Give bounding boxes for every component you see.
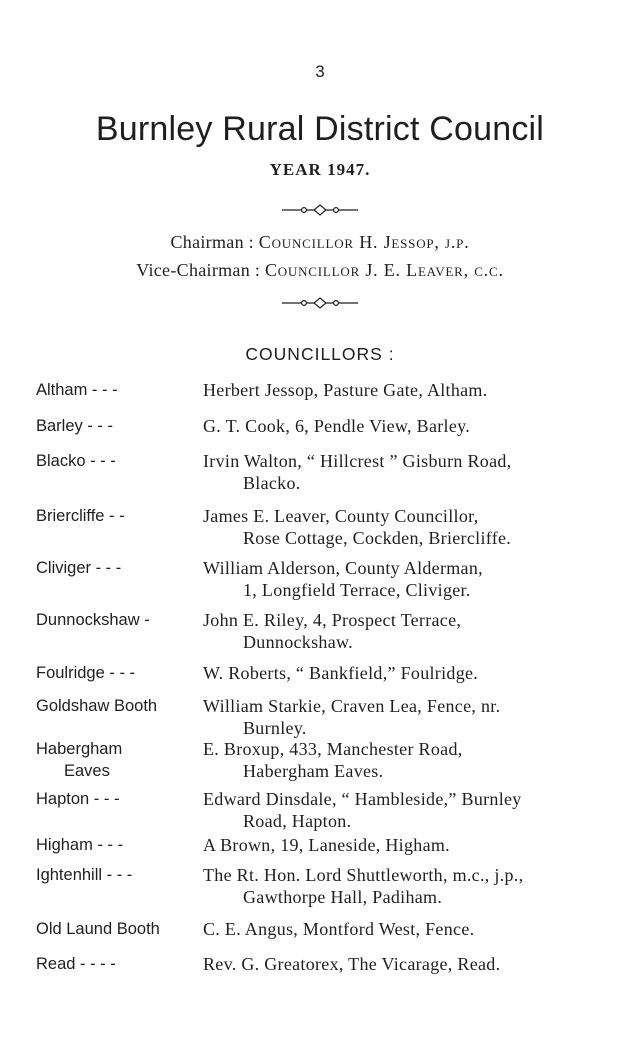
page-number: 3 bbox=[315, 62, 325, 81]
year-heading: YEAR 1947. bbox=[269, 160, 371, 179]
councillor-details: John E. Riley, 4, Prospect Terrace, Dunnockshaw. bbox=[203, 610, 462, 652]
ward-name: Higham - - - bbox=[36, 836, 124, 854]
councillor-details: W. Roberts, “ Bankfield,” Foulridge. bbox=[203, 663, 479, 683]
councillor-details: Edward Dinsdale, “ Hambleside,” Burnley Road, Hapton. bbox=[203, 789, 522, 831]
ward-name: Barley - - - bbox=[36, 417, 114, 435]
ward-name: Goldshaw Booth bbox=[36, 697, 158, 715]
chairman-role: Chairman : bbox=[170, 232, 254, 252]
chairman-name: Councillor H. Jessop, j.p. bbox=[258, 232, 470, 252]
ward-name: Blacko - - - bbox=[36, 452, 116, 470]
ward-name: Ightenhill - - - bbox=[36, 866, 133, 884]
ward-name: Altham - - - bbox=[36, 381, 118, 399]
ward-name: Briercliffe - - bbox=[36, 507, 125, 525]
vice-chairman-line bbox=[0, 260, 640, 281]
ward-name: Cliviger - - - bbox=[36, 559, 122, 577]
ward-name: Foulridge - - - bbox=[36, 664, 136, 682]
councillors-heading: COUNCILLORS : bbox=[245, 344, 395, 364]
councillor-details: C. E. Angus, Montford West, Fence. bbox=[203, 919, 475, 939]
ward-name: Hapton - - - bbox=[36, 790, 120, 808]
councillor-details: G. T. Cook, 6, Pendle View, Barley. bbox=[203, 416, 471, 436]
document-title: Burnley Rural District Council bbox=[95, 110, 545, 148]
ward-name: Dunnockshaw - bbox=[36, 611, 150, 629]
councillor-details: William Alderson, County Alderman, 1, Longfield Terrace, Cliviger. bbox=[203, 558, 483, 600]
councillor-details: Herbert Jessop, Pasture Gate, Altham. bbox=[203, 380, 488, 400]
councillor-details: E. Broxup, 433, Manchester Road, Habergham Eaves. bbox=[203, 739, 463, 781]
ward-name: Read - - - - bbox=[36, 955, 116, 973]
councillor-details: Irvin Walton, “ Hillcrest ” Gisburn Road, Blacko. bbox=[203, 451, 512, 493]
councillor-details: William Starkie, Craven Lea, Fence, nr. Burnley. bbox=[203, 696, 501, 738]
ornament-icon bbox=[282, 204, 358, 216]
vice-chairman-name: Councillor J. E. Leaver, c.c. bbox=[264, 260, 504, 280]
ward-name: Habergham Eaves bbox=[36, 740, 123, 780]
ward-name: Old Laund Booth bbox=[36, 920, 160, 938]
councillor-details: A Brown, 19, Laneside, Higham. bbox=[203, 835, 450, 855]
vice-chairman-role: Vice-Chairman : bbox=[136, 260, 261, 280]
ornament-icon bbox=[282, 297, 358, 309]
divider-ornament-bottom bbox=[0, 296, 640, 310]
councillor-details: The Rt. Hon. Lord Shuttleworth, m.c., j.p., Gawthorpe Hall, Padiham. bbox=[203, 865, 524, 907]
chairman-line bbox=[0, 232, 640, 253]
councillor-details: Rev. G. Greatorex, The Vicarage, Read. bbox=[203, 954, 501, 974]
councillor-details: James E. Leaver, County Councillor, Rose Cottage, Cockden, Briercliffe. bbox=[203, 506, 512, 548]
divider-ornament-top bbox=[0, 203, 640, 217]
